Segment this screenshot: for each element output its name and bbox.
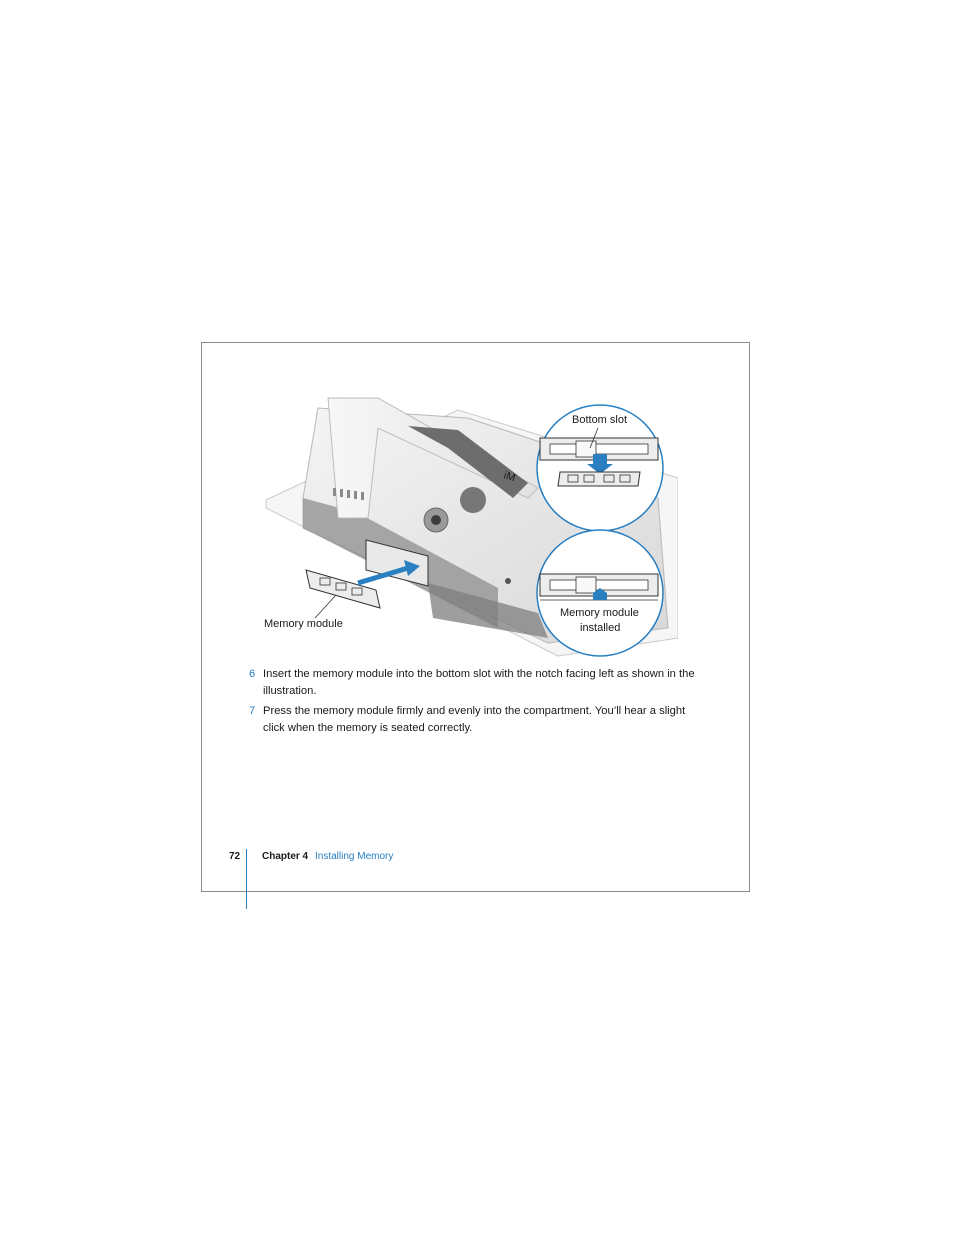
memory-module-leader	[315, 595, 336, 618]
footer-divider	[246, 849, 247, 909]
bottom-slot-label: Bottom slot	[572, 414, 628, 426]
installed-label-line1: Memory module	[560, 607, 639, 619]
step-number: 6	[249, 668, 256, 680]
page-number: 72	[229, 851, 241, 862]
stand-mount-inner	[431, 515, 441, 525]
chapter-label: Chapter 4	[262, 851, 309, 862]
brand-lettering: iM	[502, 469, 517, 485]
memory-installation-illustration	[258, 388, 678, 660]
step-text: Insert the memory module into the bottom slot with the notch facing left as shown in the illustration.	[263, 668, 695, 697]
speaker-grille	[460, 487, 486, 513]
step-number: 7	[249, 705, 256, 717]
memory-module-graphic	[306, 570, 380, 608]
step-text: Press the memory module firmly and evenly into the compartment. You’ll hear a slight click when the memory is seated correctly.	[263, 705, 686, 734]
illustration-svg	[258, 388, 678, 660]
memory-module-label: Memory module	[264, 618, 343, 630]
chapter-title: Installing Memory	[315, 851, 394, 862]
installed-callout	[537, 530, 663, 656]
installed-label-line2: installed	[580, 622, 621, 634]
power-indicator	[505, 578, 511, 584]
